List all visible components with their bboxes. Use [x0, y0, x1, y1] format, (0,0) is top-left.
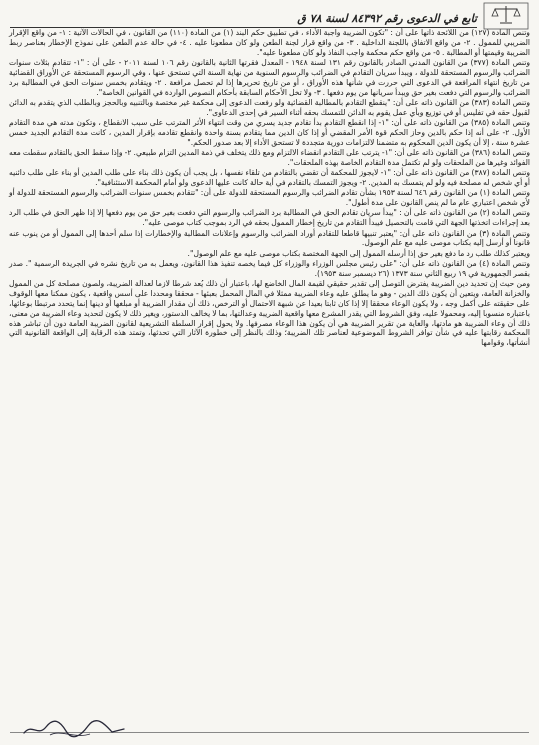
paragraph: وتنص المادة (١) من القانون رقم ٦٤٦ لسنة ١٩٥٣ بشأن تقادم الضرائب والرسوم المستحقة للدولة على أن: "تتقادم بخمس سنوات الضرائب والرسوم المستحقة للدولة أو لأي شخص اعتباري عام ما لم ينص القانون على مدة أطول".: [9, 188, 530, 208]
paragraph: وتنص المادة (٣٨٣) من القانون ذاته على أن: "ينقطع التقادم بالمطالبة القضائية ولو رفعت الدعوى إلى محكمة غير مختصة وبالتنبيه وبالحجز وبالطلب الذي يتقدم به الدائن لقبول حقه في تفليس أو في توزيع وبأي عمل يقوم به الدائن للتمسك بحقه أثناء السير في إحدى الدعاوى".: [9, 97, 530, 117]
document-body: [9, 28, 530, 348]
signature-icon: [20, 717, 130, 741]
paragraph: وتنص المادة (٤) من القانون ذاته على أن: "على رئيس مجلس الوزراء والوزراء كل فيما يخصه تنفيذ هذا القانون، ويعمل به من تاريخ نشره في الجريدة الرسمية ". صدر بقصر الجمهورية في ١٩ ربيع الثاني سنة ١٣٧٣ (٢٦ ديسمبر سنة ١٩٥٣).: [9, 258, 530, 278]
handwritten-signature: [20, 717, 130, 741]
page-header: [10, 5, 529, 27]
paragraph: ومن حيث إن تحديد دين الضريبة يفترض التوصل إلى تقدير حقيقي لقيمة المال الخاضع لها، باعتبار أن ذلك يُعد شرطا لازما لعدالة الضريبة، ولصون مصلحة كل من الممول والخزانة العامة، ويتعين أن يكون ذلك الدين - وهو ما يطلق عليه وعاء الضريبة ممثلا في المال المحمل بعبئها - محققا ومحددا على أسس واقعية ، يكون ممكنا معها الوقوف على حقيقته على أكمل وجه ، ولا يكون الوعاء محققا إلا إذا كان ثابتا بعيدا عن شبهة الاحتمال أو الترخص، ذلك أن مقدار الضريبة أو مبلغها أو دينها إنما يتحدد مرتبطا بوعائها، باعتباره منسوبا إليه، ومحمولا عليه، وفق الشروط التي يقدر المشرع معها واقعية الضريبة وعدالتها، بما لا يخالف الدستور، ويغير ذلك لا يكون لتحديد وعاء الضريبة من معنى، ذلك أن وعاء الضريبة هو مادتها، والغاية من تقرير الضريبة هي أن يكون هذا الوعاء مصرفها. ولا يحول إقرار السلطة التشريعية لقانون الضريبة العامة دون أن تباشر هذه المحكمة رقابتها عليه في شأن توافر الشروط الموضوعية لعناصر تلك الضريبة؛ وذلك بالنظر إلى خطورة الآثار التي تحدثها، وتمتد هذه الرقابة إلى الواقعة القانونية التي أنشأتها، وقوامها: [9, 278, 530, 348]
paragraph: وتنص المادة (٣٧٧) من القانون المدني الصادر بالقانون رقم ١٣١ لسنة ١٩٤٨ - المعدل فقرتها الثانية بالقانون رقم ١٠٦ لسنة ٢٠١١ - على أن : "١- تتقادم بثلاث سنوات الضرائب والرسوم المستحقة للدولة ، ويبدأ سريان التقادم في الضرائب والرسوم السنوية من نهاية السنة التي تستحق عنها ، وفي الرسوم المستحقة عن الأوراق القضائية من تاريخ انتهاء المرافعة في الدعوى التي حررت في شأنها هذه الأوراق ، أو من تاريخ تحريرها إذا لم تحصل مرافعة . ٢- ويتقادم بخمس سنوات الحق في المطالبة برد الضرائب والرسوم التي دفعت بغير حق ويبدأ سريانها من يوم دفعها . ٣- ولا تخل الأحكام السابقة بأحكام النصوص الواردة في القوانين الخاصة".: [9, 58, 531, 97]
header-divider: [10, 27, 477, 28]
court-seal-logo: [483, 2, 529, 30]
paragraph: وتنص المادة (٣٨٥) من القانون ذاته على أن: "١- إذا انقطع التقادم بدأ تقادم جديد يسري من وقت انتهاء الأثر المترتب على سبب الانقطاع ، وتكون مدته هي مدة التقادم الأول. ٢- على أنه إذا حكم بالدين وحاز الحكم قوة الأمر المقضي أو إذا كان الدين مما يتقادم بسنة واحدة وانقطع تقادمه بإقرار المدين ، كانت مدة التقادم الجديد خمس عشرة سنة ، إلا أن يكون الدين المحكوم به متضمنا لالتزامات دورية متجددة لا تستحق الأداء إلا بعد صدور الحكم.": [9, 118, 531, 147]
paragraph: ويعتبر كذلك طلب رد ما دفع بغير حق إذا أرسله الممول إلى الجهة المختصة بكتاب موصى عليه مع علم الوصول".: [187, 248, 530, 258]
paragraph: وتنص المادة (١٢٧) من اللائحة ذاتها على أن : "تكون الضريبة واجبة الأداء ، في تطبيق حكم البند (١) من المادة (١١٠) من القانون ، في الحالات الآتية : ١- من واقع الإقرار الضريبي للممول . ٢- من واقع الاتفاق باللجنة الداخلية . ٣- من واقع قرار لجنة الطعن ولو كان مطعونا عليه . ٤- في حالة عدم الطعن على نموذج الإخطار بعناصر ربط الضريبة وقيمتها أو المطالبة . ٥- من واقع حكم محكمة واجب النفاذ ولو كان مطعونا عليه".: [9, 28, 530, 57]
paragraph: وتنص المادة (٣) من القانون ذاته على أن: "يعتبر تنبيها قاطعا للتقادم أوراد الضرائب والرسوم وإعلانات المطالبة والإخطارات إذا سلم أحدها إلى الممول أو من ينوب عنه قانونا أو أرسل إليه بكتاب موصى عليه مع علم الوصول.: [9, 228, 530, 248]
paragraph: وتنص المادة (٢) من القانون ذاته على أن : "يبدأ سريان تقادم الحق في المطالبة برد الضرائب والرسوم التي دفعت بغير حق من يوم دفعها إلا إذا ظهر الحق في طلب الرد بعد إجراءات اتخذتها الجهة التي قامت بالتحصيل فيبدأ التقادم من تاريخ إخطار الممول بحقه في الرد بموجب كتاب موصى عليه".: [9, 208, 530, 228]
paragraph: وتنص المادة (٣٨٧) من القانون ذاته على أن: "١- لايجوز للمحكمة أن تقضي بالتقادم من تلقاء نفسها ، بل يجب أن يكون ذلك بناء على طلب المدين أو بناء على طلب دائنيه أو أي شخص له مصلحة فيه ولو لم يتمسك به المدين. ٢- ويجوز التمسك بالتقادم في أية حالة كانت عليها الدعوى ولو أمام المحكمة الاستئنافية".: [9, 168, 530, 188]
case-reference: تابع في الدعوى رقم ٨٤٣٩٢ لسنة ٧٨ ق: [297, 12, 477, 25]
paragraph: وتنص المادة (٣٨٦) من القانون ذاته على أن: "١- يترتب على التقادم انقضاء الالتزام ومع ذلك يتخلف في ذمة المدين التزام طبيعي. ٢- وإذا سقط الحق بالتقادم سقطت معه الفوائد وغيرها من الملحقات ولو لم تكتمل مدة التقادم الخاصة بهذه الملحقات".: [9, 148, 531, 167]
scales-icon: [483, 2, 529, 30]
